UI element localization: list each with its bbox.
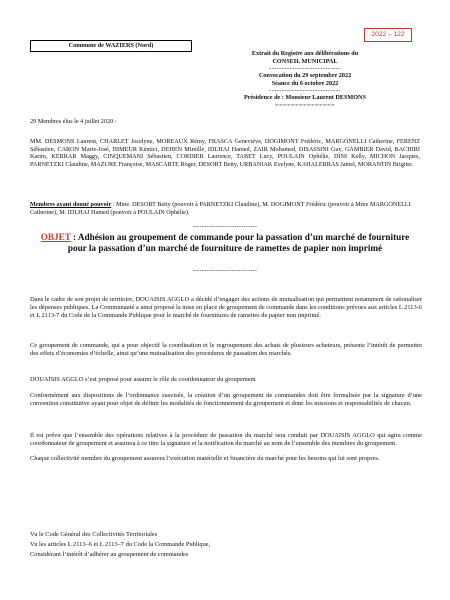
proxy-members (30, 201, 420, 216)
header-line-1: Extrait du Registre aux délibérations du (251, 50, 359, 57)
paragraph-context: Dans le cadre de son projet de territoire, DOUAISIS AGGLO a décidé d’engager des actions de mutualisation qui permettent notamment de rationaliser les dépenses publiques. La Communauté a ainsi proposé la mise en place de groupement de commande dans les conditions prévues aux articles L 2113-6 et L 2113-7 du Code de la Commande Publique pour le marché de fournitures de ramettes de papier non imprimé. (30, 296, 422, 319)
paragraph-execution: Chaque collectivité membre du groupement assurera l’exécution matérielle et financière du marché pour les besoins qui lui sont propres. (30, 455, 380, 462)
considerant: Considérant l’intérêt d’adhérer au groupement de commandes (30, 551, 189, 558)
header-separator-3: =============== (275, 101, 335, 109)
header-convocation: Convocation du 29 septembre 2022 (258, 72, 352, 80)
objet-text: : Adhésion au groupement de commande pour la passation d’un marché de fourniture pour la passation d’un marché de fourniture de ramettes de papier non imprimé (67, 232, 410, 253)
paragraph-convention: Conformément aux dispositions de l’ordonnance susvisée, la création d’un groupement de commandes doit être formalisée par la signature d’une convention constitutive ayant pour objet de définir les modalités de fonctionnement du groupement et donc les missions et responsabilités de chacun. (30, 392, 422, 407)
objet-separator-bottom: ---------------------------- (192, 268, 258, 274)
commune-box: Commune de WAZIERS (Nord) (30, 40, 192, 52)
members-count: 29 Membres élus le 4 juillet 2020 : (30, 118, 117, 125)
registry-header (210, 50, 400, 109)
header-seance: Séance du 6 octobre 2022 (271, 79, 339, 87)
proxy-label: Membres ayant donné pouvoir (30, 201, 112, 208)
objet-label: OBJET (40, 232, 71, 242)
paragraph-objective: Ce groupement de commande, qui a pour objectif la coordination et le regroupement des achats de plusieurs acheteurs, présente l’intérêt de permettre des effets d’économies d’échelle, ainsi qu’une mutualisation des procédures de passation des marchés. (30, 342, 422, 357)
objet-title (40, 232, 410, 254)
header-line-2: CONSEIL MUNICIPAL (272, 57, 338, 65)
objet-separator-top: ---------------------------- (192, 224, 258, 230)
visa-articles: Vu les articles L 2113–6 et L 2113–7 du Code la Commande Publique, (30, 541, 211, 548)
header-presidence: Présidence de : Monsieur Laurent DESMONS (244, 94, 366, 102)
visa-cgct: Vu le Code Général des Collectivités Territoriales (30, 531, 158, 538)
header-separator-2: ---------------------------- (269, 87, 341, 95)
paragraph-procedure: Il est prévu que l’ensemble des opérations relatives à la procédure de passation du marché sera conduit par DOUAISIS AGGLO qui agira comme coordonnateur de groupement et assurera à ce titre la signature et la notification du marché au nom de l’ensemble des membres du groupement. (30, 432, 422, 447)
proxy-text: : Mme. DESORT Betty (pouvoir à PARNETZKI Claudine), M. DOGIMONT Frédéric (pouvoir à Mme MARGONELLI Catherine), M. IDLHAJ Hamed (pouvoir à POULAIN Ophélie). (30, 201, 411, 216)
members-list: MM. DESMONS Laurent, CHARLET Jocelyne, MOREAUX Rémy, FRASCA Geneviève, DOGIMONT Frédéric, MARGONELLI Catherine, FERENZ Sébastien, CARON Marie-José, HIMEUR Kémici, DEHEN Mireille, IDLHAJ Hamed, ZAIR Mohamed, DISASSINI Guy, GAMBIER David, BACHIRI Karim, KERRAR Maggy, CINQUEMANI Sébastien, CORDIER Laurence, TABET Lucy, POULAIN Ophélie, DINI Kelly, MICHON Jacques, PARNETZKI Claudine, MAZURE Françoise, MASCARTE Roger, DESORT Betty, URBANIAK Evelyne, KAHALERRAS Jamel, MORANTIN Brigitte. (30, 138, 420, 169)
paragraph-coordinator: DOUAISIS AGGLO s’est proposé pour assurer le rôle de coordonnateur du groupement (30, 376, 256, 383)
reference-number: 2022 – 122 (364, 28, 412, 42)
header-separator-1: ---------------------------- (269, 65, 341, 73)
